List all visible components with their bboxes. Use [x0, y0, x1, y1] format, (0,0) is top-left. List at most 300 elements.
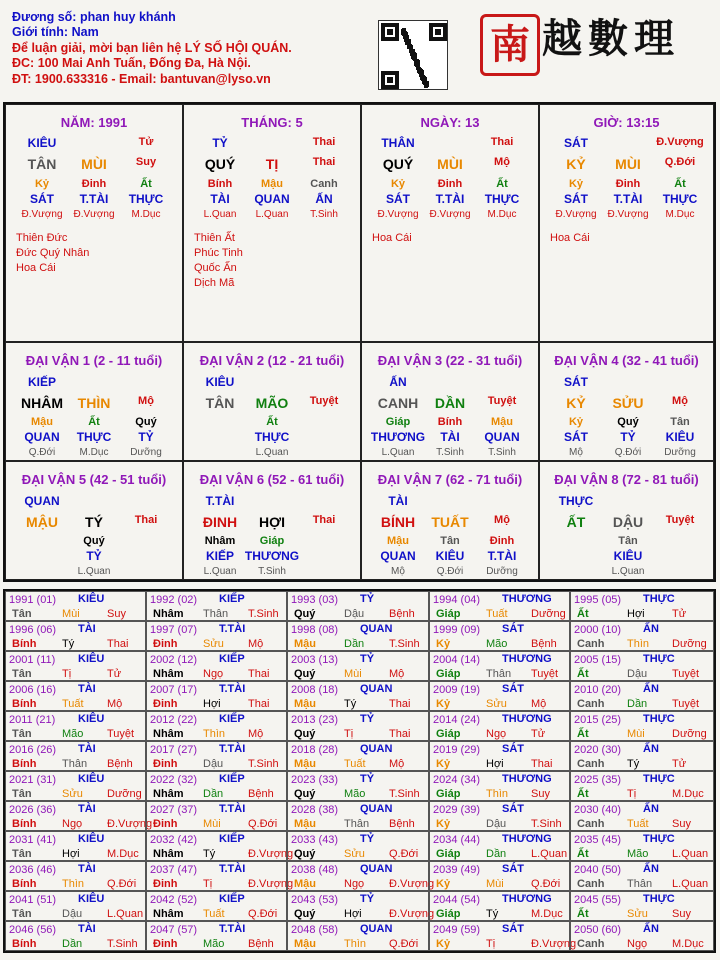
year-god: T.TÀI — [219, 863, 246, 875]
year-cell[interactable] — [5, 891, 146, 921]
year-cell[interactable] — [570, 651, 714, 681]
year-god: THƯƠNG — [502, 773, 552, 785]
pillar-star: Quốc Ấn — [194, 262, 237, 274]
dai-van-hidden-stem: Ất — [88, 416, 100, 428]
dai-van-hidden-god: QUAN — [380, 549, 416, 563]
year-stage: Q.Đới — [107, 878, 137, 890]
year-cell[interactable] — [146, 921, 287, 951]
year-branch: Sửu — [627, 908, 648, 920]
year-cell[interactable] — [146, 621, 287, 651]
year-branch: Thìn — [203, 728, 226, 740]
year-god: QUAN — [360, 803, 393, 815]
year-branch: Thân — [627, 878, 653, 890]
year-cell[interactable] — [570, 741, 714, 771]
year-branch: Mùi — [203, 818, 221, 830]
year-cell[interactable] — [287, 591, 429, 621]
year-branch: Dậu — [62, 908, 83, 920]
dai-van-hidden-god: THỰC — [76, 430, 112, 444]
year-cell[interactable] — [570, 681, 714, 711]
dai-van-god: QUAN — [24, 494, 60, 508]
dai-van-main-char: TÂN — [205, 395, 235, 411]
dai-van-cell[interactable] — [183, 461, 361, 580]
dai-van-hidden-stem: Quý — [617, 416, 639, 428]
dai-van-hidden-stem: Nhâm — [204, 535, 236, 547]
dai-van-title: ĐẠI VẬN 6 (52 - 61 tuổi) — [199, 472, 345, 487]
year-branch: Mão — [62, 728, 84, 740]
year-label: 2009 (19) — [433, 684, 481, 696]
year-label: 2001 (11) — [9, 654, 56, 666]
year-cell[interactable] — [570, 921, 714, 951]
year-label: 1992 (02) — [150, 594, 198, 606]
year-stem: Đinh — [153, 938, 178, 950]
year-branch: Tý — [627, 758, 640, 770]
year-cell[interactable] — [287, 861, 435, 891]
year-stem: Quý — [294, 608, 316, 620]
dai-van-hidden-god: QUAN — [24, 430, 60, 444]
dai-van-hidden-god: THỰC — [254, 430, 290, 444]
dai-van-hidden-stage: L.Quan — [203, 566, 237, 577]
dai-van-hidden-god: QUAN — [484, 430, 520, 444]
year-label: 2040 (50) — [574, 864, 622, 876]
year-label: 2030 (40) — [574, 804, 622, 816]
pillar-stage-top: Tử — [138, 136, 154, 148]
pillar-main-char: Thai — [312, 156, 336, 168]
year-cell[interactable] — [146, 831, 294, 861]
pillar-hidden-stage: Đ.Vượng — [73, 209, 115, 220]
year-cell[interactable] — [5, 831, 146, 861]
year-stage: Mộ — [248, 728, 264, 740]
pillar-stage-top: Thai — [312, 136, 336, 148]
year-branch: Tý — [203, 848, 216, 860]
year-branch: Tị — [486, 938, 496, 950]
dai-van-hidden-god: TỶ — [620, 430, 636, 444]
year-stem: Canh — [577, 878, 605, 890]
dai-van-main-char: TUẤT — [431, 514, 469, 530]
pillar-hidden-stage: Đ.Vượng — [21, 209, 63, 220]
year-stage: T.Sinh — [248, 758, 279, 770]
year-cell[interactable] — [570, 621, 714, 651]
year-stage: M.Dục — [672, 938, 704, 950]
year-label: 1997 (07) — [150, 624, 198, 636]
pillar-hidden-god: THỰC — [128, 192, 164, 206]
year-cell[interactable] — [570, 711, 714, 741]
year-cell[interactable] — [146, 741, 287, 771]
year-god: KIÊU — [78, 593, 105, 605]
year-stage: Q.Đới — [248, 908, 278, 920]
year-label: 2020 (30) — [574, 744, 622, 756]
year-stage: Thai — [531, 758, 553, 770]
year-stage: Tuyệt — [531, 668, 559, 680]
pillar-hidden-stage: Đ.Vượng — [429, 209, 471, 220]
year-stage: Tử — [672, 758, 687, 770]
dai-van-hidden-god: KIÊU — [435, 549, 465, 563]
year-label: 2021 (31) — [9, 774, 57, 786]
dai-van-hidden-god: THƯƠNG — [370, 430, 426, 444]
year-stage: Bệnh — [248, 938, 274, 950]
year-branch: Sửu — [62, 788, 83, 800]
year-cell[interactable] — [570, 771, 714, 801]
pillar-hidden-stem: Mậu — [261, 178, 283, 190]
pillar-hidden-stem: Ất — [140, 178, 152, 190]
year-stem: Giáp — [436, 608, 461, 620]
year-stage: Tuyệt — [672, 668, 700, 680]
year-branch: Sửu — [486, 698, 507, 710]
year-branch: Thân — [62, 758, 88, 770]
year-stage: Thai — [107, 638, 129, 650]
year-branch: Ngọ — [203, 668, 224, 680]
year-god: KIẾP — [219, 773, 245, 785]
year-cell[interactable] — [5, 591, 146, 621]
year-cell[interactable] — [146, 681, 287, 711]
year-stem: Bính — [12, 818, 37, 830]
year-stage: Bệnh — [389, 608, 415, 620]
dai-van-hidden-stem: Tân — [440, 535, 460, 547]
pillar-main-char: Mộ — [494, 156, 510, 168]
year-god: THƯƠNG — [502, 833, 552, 845]
year-branch: Dần — [486, 848, 507, 860]
pillar-grid — [3, 102, 716, 582]
year-stem: Tân — [12, 908, 32, 920]
year-god: TÀI — [78, 923, 96, 935]
year-branch: Hợi — [62, 848, 80, 860]
year-label: 2012 (22) — [150, 714, 198, 726]
dai-van-hidden-god: T.TÀI — [487, 549, 517, 563]
pillar-cell[interactable] — [5, 104, 183, 342]
year-label: 1995 (05) — [574, 594, 622, 606]
year-god: KIÊU — [78, 833, 105, 845]
year-cell[interactable] — [5, 621, 146, 651]
sex-label: Giới tính: — [12, 25, 69, 40]
dai-van-hidden-stem: Mậu — [387, 535, 409, 547]
year-cell[interactable] — [429, 651, 570, 681]
pillar-hidden-stem: Kỷ — [390, 178, 406, 190]
year-god: KIÊU — [78, 893, 105, 905]
year-god: TỶ — [360, 593, 375, 605]
year-cell[interactable] — [146, 651, 287, 681]
year-god: T.TÀI — [219, 623, 246, 635]
year-stage: Suy — [672, 818, 691, 830]
year-cell[interactable] — [5, 651, 146, 681]
year-cell[interactable] — [146, 771, 287, 801]
qr-module-icon — [424, 82, 428, 86]
year-stem: Tân — [12, 788, 32, 800]
pillar-cell[interactable] — [183, 104, 361, 342]
year-stem: Mậu — [294, 878, 316, 890]
year-god: QUAN — [360, 863, 393, 875]
year-cell[interactable] — [429, 741, 570, 771]
year-god: QUAN — [360, 623, 393, 635]
year-label: 2023 (33) — [291, 774, 339, 786]
year-stem: Đinh — [153, 878, 178, 890]
year-branch: Tuất — [203, 908, 225, 920]
dai-van-hidden-stem: Giáp — [259, 535, 285, 547]
year-label: 2033 (43) — [291, 834, 339, 846]
year-stage: Dưỡng — [672, 728, 707, 740]
pillar-cell[interactable] — [539, 104, 714, 342]
pillar-god-top: SÁT — [564, 136, 588, 150]
dai-van-hidden-stem: Mậu — [491, 416, 513, 428]
pillar-title: NGÀY: 13 — [420, 115, 480, 130]
year-stem: Kỷ — [436, 938, 451, 950]
year-branch: Hợi — [627, 608, 645, 620]
year-stage: M.Dục — [672, 788, 704, 800]
dai-van-hidden-stage: Dưỡng — [664, 447, 696, 458]
year-cell[interactable] — [429, 801, 570, 831]
pillar-star: Hoa Cái — [550, 232, 590, 244]
pillar-main-char: MÙI — [81, 156, 107, 172]
year-cell[interactable] — [146, 711, 287, 741]
year-branch: Sửu — [203, 638, 224, 650]
year-branch: Thìn — [486, 788, 509, 800]
year-stage: Bệnh — [248, 788, 274, 800]
year-branch: Tị — [627, 788, 637, 800]
dai-van-main-char: NHÂM — [21, 395, 63, 411]
pillar-main-char: Suy — [135, 156, 157, 168]
dai-van-title: ĐẠI VẬN 3 (22 - 31 tuổi) — [377, 353, 523, 368]
year-cell[interactable] — [429, 711, 570, 741]
year-cell[interactable] — [5, 861, 146, 891]
year-branch: Ngọ — [627, 938, 648, 950]
year-god: THƯƠNG — [502, 593, 552, 605]
year-branch: Thân — [344, 818, 370, 830]
year-stem: Ất — [577, 728, 589, 740]
year-branch: Dậu — [203, 758, 224, 770]
year-cell[interactable] — [570, 891, 714, 921]
year-god: KIẾP — [219, 593, 245, 605]
pillar-hidden-god: ẤN — [315, 192, 333, 206]
year-cell[interactable] — [429, 591, 570, 621]
year-label: 2022 (32) — [150, 774, 198, 786]
year-cell[interactable] — [146, 801, 287, 831]
year-god: QUAN — [360, 683, 393, 695]
year-stage: Mộ — [389, 668, 405, 680]
dai-van-cell[interactable] — [539, 461, 714, 580]
year-cell[interactable] — [429, 771, 570, 801]
year-label: 2010 (20) — [574, 684, 622, 696]
year-cell[interactable] — [570, 831, 714, 861]
year-label: 2015 (25) — [574, 714, 622, 726]
year-cell[interactable] — [287, 711, 429, 741]
year-cell[interactable] — [146, 891, 287, 921]
year-label: 2002 (12) — [150, 654, 198, 666]
year-stage: Q.Đới — [389, 938, 419, 950]
year-god: T.TÀI — [219, 803, 246, 815]
pillar-hidden-stage: T.Sinh — [310, 209, 338, 220]
year-god: QUAN — [360, 743, 393, 755]
pillar-hidden-stage: L.Quan — [203, 209, 237, 220]
dai-van-main-char: Mộ — [494, 514, 510, 526]
dai-van-hidden-stem: Bính — [437, 416, 463, 428]
year-stem: Tân — [12, 728, 32, 740]
pillar-hidden-stage: M.Dục — [131, 209, 161, 220]
dai-van-god: ẤN — [389, 375, 407, 389]
year-label: 2034 (44) — [433, 834, 481, 846]
year-cell[interactable] — [429, 861, 570, 891]
year-stem: Nhâm — [153, 908, 184, 920]
year-stage: Tử — [672, 608, 687, 620]
year-god: ẤN — [643, 863, 659, 875]
year-label: 1998 (08) — [291, 624, 339, 636]
year-stem: Mậu — [294, 638, 316, 650]
year-cell[interactable] — [570, 591, 714, 621]
year-branch: Dần — [62, 938, 83, 950]
year-label: 2042 (52) — [150, 894, 198, 906]
year-cell[interactable] — [570, 801, 714, 831]
dai-van-hidden-stage: T.Sinh — [436, 447, 464, 458]
dai-van-hidden-god: KIẾP — [205, 549, 234, 563]
year-cell[interactable] — [146, 591, 287, 621]
pillar-cell[interactable] — [361, 104, 539, 342]
pillar-star: Dịch Mã — [194, 277, 235, 289]
year-cell[interactable] — [429, 681, 570, 711]
year-cell[interactable] — [429, 891, 570, 921]
year-cell[interactable] — [287, 831, 429, 861]
year-god: KIẾP — [219, 713, 245, 725]
year-cell[interactable] — [146, 861, 294, 891]
year-stage: Tử — [531, 728, 546, 740]
year-god: THỰC — [643, 593, 675, 605]
sex-value: Nam — [71, 25, 99, 40]
year-cell[interactable] — [429, 921, 577, 951]
dai-van-cell[interactable] — [361, 461, 539, 580]
pillar-title: THÁNG: 5 — [241, 115, 303, 130]
pillar-hidden-stem: Kỷ — [568, 178, 584, 190]
pillar-main-char: QUÝ — [204, 156, 236, 172]
year-branch: Dậu — [627, 668, 648, 680]
year-stem: Nhâm — [153, 668, 184, 680]
year-stem: Canh — [577, 638, 605, 650]
year-stage: Đ.Vượng — [531, 938, 577, 950]
pillar-hidden-stage: Đ.Vượng — [555, 209, 597, 220]
year-god: SÁT — [502, 683, 524, 695]
year-stage: Suy — [531, 788, 550, 800]
year-stem: Tân — [12, 608, 32, 620]
dai-van-hidden-stage: Dưỡng — [486, 566, 518, 577]
year-cell[interactable] — [287, 651, 429, 681]
dai-van-hidden-god: THƯƠNG — [244, 549, 300, 563]
dai-van-main-char: Mộ — [672, 395, 688, 407]
pillar-hidden-god: T.TÀI — [435, 192, 465, 206]
pillar-title: NĂM: 1991 — [60, 115, 128, 130]
dai-van-main-char: Thai — [134, 514, 158, 526]
year-label: 1993 (03) — [291, 594, 339, 606]
year-branch: Tuất — [627, 818, 649, 830]
dai-van-cell[interactable] — [539, 342, 714, 461]
year-branch: Dậu — [344, 608, 365, 620]
year-cell[interactable] — [287, 621, 429, 651]
dai-van-hidden-stage: Mộ — [569, 447, 583, 458]
year-label: 2031 (41) — [9, 834, 57, 846]
dai-van-main-char: HỢI — [259, 514, 285, 530]
year-cell[interactable] — [5, 771, 146, 801]
year-stage: T.Sinh — [531, 818, 562, 830]
year-cell[interactable] — [5, 921, 146, 951]
dai-van-main-char: DẦN — [434, 395, 466, 411]
dai-van-hidden-god: TỶ — [138, 430, 154, 444]
year-branch: Tuất — [62, 698, 84, 710]
pillar-hidden-god: SÁT — [30, 192, 54, 206]
year-cell[interactable] — [5, 741, 146, 771]
year-stem: Canh — [577, 698, 605, 710]
year-cell[interactable] — [429, 831, 570, 861]
pillar-star: Thiên Ất — [194, 232, 235, 244]
year-stem: Quý — [294, 788, 316, 800]
year-stage: L.Quan — [672, 878, 709, 890]
year-cell[interactable] — [5, 711, 146, 741]
year-cell[interactable] — [287, 681, 429, 711]
year-god: SÁT — [502, 863, 524, 875]
year-god: THỰC — [643, 773, 675, 785]
dai-van-cell[interactable] — [5, 461, 183, 580]
pillar-hidden-stem: Ất — [496, 178, 508, 190]
year-label: 2016 (26) — [9, 744, 57, 756]
year-stage: T.Sinh — [107, 938, 138, 950]
year-god: SÁT — [502, 803, 524, 815]
year-label: 2048 (58) — [291, 924, 339, 936]
year-label: 2032 (42) — [150, 834, 198, 846]
year-cell[interactable] — [5, 681, 146, 711]
dai-van-cell[interactable] — [361, 342, 539, 461]
year-god: T.TÀI — [219, 683, 246, 695]
dai-van-hidden-god: KIÊU — [613, 549, 643, 563]
year-cell[interactable] — [287, 891, 435, 921]
year-stem: Kỷ — [436, 818, 451, 830]
year-stage: Đ.Vượng — [248, 878, 294, 890]
qr-code-icon[interactable] — [378, 20, 448, 90]
year-stem: Đinh — [153, 818, 178, 830]
year-stem: Tân — [12, 848, 32, 860]
year-branch: Ngọ — [344, 878, 365, 890]
year-branch: Mão — [203, 938, 225, 950]
dai-van-hidden-stem: Tân — [618, 535, 638, 547]
year-cell[interactable] — [287, 921, 429, 951]
year-cell[interactable] — [429, 621, 570, 651]
pillar-hidden-stem: Đinh — [81, 178, 107, 190]
year-stage: Bệnh — [389, 818, 415, 830]
year-cell[interactable] — [287, 771, 429, 801]
qr-finder-dot-icon — [435, 29, 441, 35]
year-god: T.TÀI — [219, 923, 246, 935]
year-god: ẤN — [643, 743, 659, 755]
year-cell[interactable] — [287, 801, 429, 831]
pillar-star: Đức Quý Nhân — [16, 247, 90, 259]
pillar-stage-top: Đ.Vượng — [656, 136, 704, 148]
pillar-hidden-god: QUAN — [254, 192, 290, 206]
dai-van-hidden-stem: Ất — [266, 416, 278, 428]
year-cell[interactable] — [570, 861, 714, 891]
pillar-hidden-god: THỰC — [662, 192, 698, 206]
year-branch: Mão — [627, 848, 649, 860]
year-branch: Thìn — [62, 878, 85, 890]
dai-van-hidden-stage: T.Sinh — [488, 447, 516, 458]
year-stem: Bính — [12, 698, 37, 710]
year-stage: Tử — [107, 668, 122, 680]
dai-van-cell[interactable] — [5, 342, 183, 461]
year-cell[interactable] — [287, 741, 429, 771]
year-branch: Dần — [627, 698, 648, 710]
year-cell[interactable] — [5, 801, 153, 831]
year-god: KIẾP — [219, 893, 245, 905]
dai-van-hidden-stem: Kỷ — [568, 416, 584, 428]
year-label: 2006 (16) — [9, 684, 57, 696]
year-stem: Kỷ — [436, 638, 451, 650]
pillar-main-char: MÙI — [437, 156, 463, 172]
year-stage: Mộ — [531, 698, 547, 710]
pillar-star: Hoa Cái — [372, 232, 412, 244]
dai-van-cell[interactable] — [183, 342, 361, 461]
dai-van-main-char: KỶ — [566, 395, 586, 411]
year-stem: Quý — [294, 848, 316, 860]
